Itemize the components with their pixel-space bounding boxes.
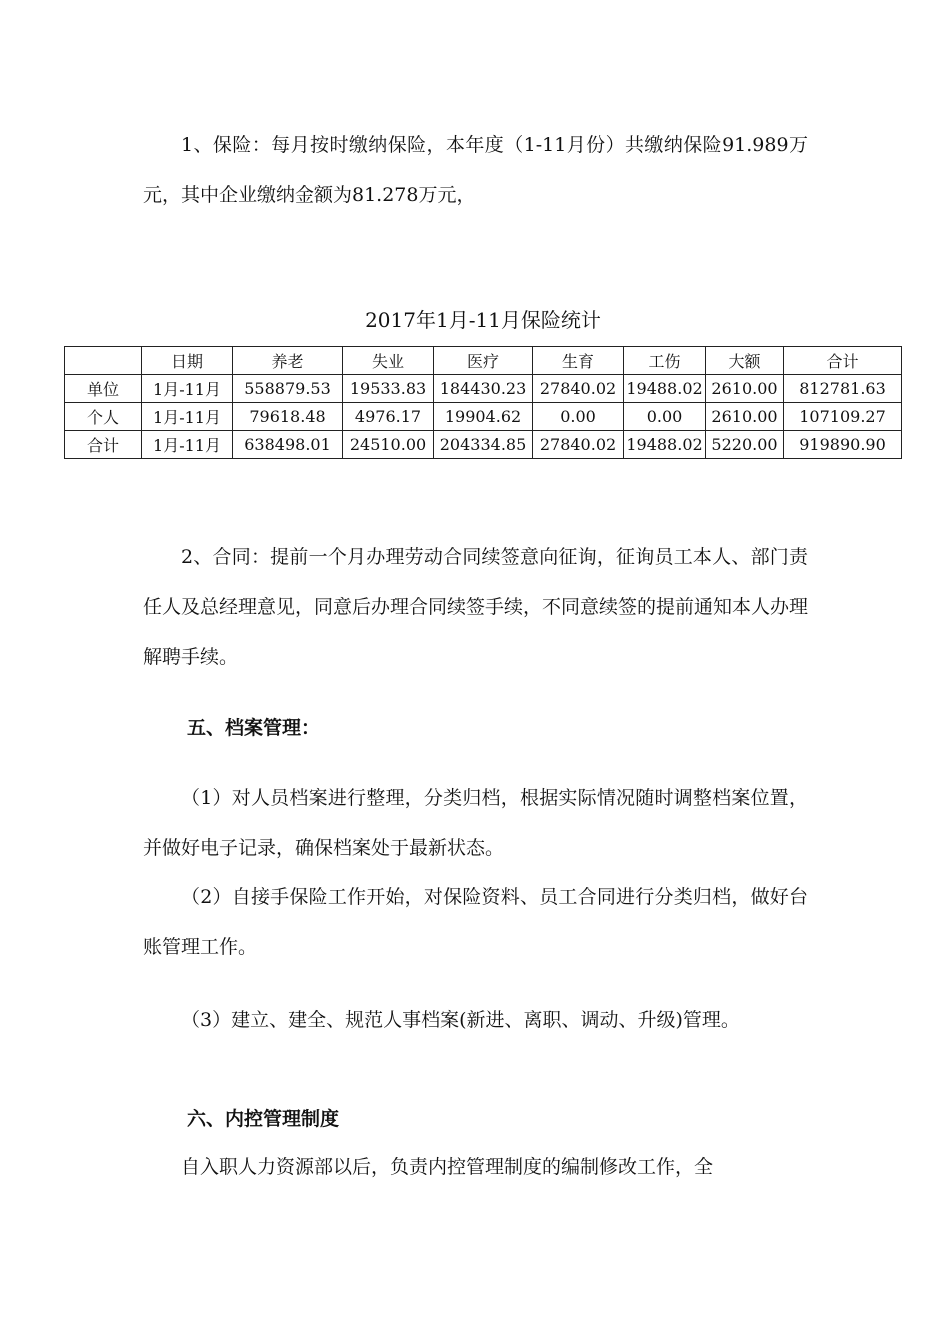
insurance-table xyxy=(64,346,902,459)
table-cell: 19533.83 xyxy=(343,375,434,403)
contract-paragraph: 2、合同：提前一个月办理劳动合同续签意向征询，征询员工本人、部门责任人及总经理意见，同意后办理合同续签手续，不同意续签的提前通知本人办理解聘手续。 xyxy=(143,546,809,668)
header-cell-large-amount: 大额 xyxy=(706,347,784,375)
header-cell-maternity: 生育 xyxy=(533,347,624,375)
table-header-row xyxy=(65,347,902,375)
table-cell: 2610.00 xyxy=(706,403,784,431)
table-cell: 184430.23 xyxy=(434,375,533,403)
table-cell: 0.00 xyxy=(533,403,624,431)
table-cell: 638498.01 xyxy=(233,431,343,459)
table-cell: 19488.02 xyxy=(624,375,706,403)
header-cell-blank xyxy=(65,347,142,375)
table-cell: 合计 xyxy=(65,431,142,459)
table-cell: 79618.48 xyxy=(233,403,343,431)
table-cell: 27840.02 xyxy=(533,431,624,459)
section-heading-internal-control: 六、内控管理制度 xyxy=(187,1108,340,1130)
table-cell: 0.00 xyxy=(624,403,706,431)
header-cell-unemployment: 失业 xyxy=(343,347,434,375)
table-cell: 558879.53 xyxy=(233,375,343,403)
table-cell: 1月-11月 xyxy=(142,431,233,459)
table-cell: 1月-11月 xyxy=(142,375,233,403)
header-cell-date: 日期 xyxy=(142,347,233,375)
header-cell-total: 合计 xyxy=(784,347,902,375)
table-cell: 24510.00 xyxy=(343,431,434,459)
archives-item-3: （3）建立、建全、规范人事档案(新进、离职、调动、升级)管理。 xyxy=(181,1009,740,1031)
table-cell: 919890.90 xyxy=(784,431,902,459)
internal-control-paragraph: 自入职人力资源部以后，负责内控管理制度的编制修改工作，全 xyxy=(181,1156,714,1178)
table-cell: 27840.02 xyxy=(533,375,624,403)
table-row xyxy=(65,375,902,403)
table-cell: 1月-11月 xyxy=(142,403,233,431)
header-cell-injury: 工伤 xyxy=(624,347,706,375)
table-cell: 19904.62 xyxy=(434,403,533,431)
table-cell: 4976.17 xyxy=(343,403,434,431)
table-cell: 19488.02 xyxy=(624,431,706,459)
table-title: 2017年1月-11月保险统计 xyxy=(365,308,601,332)
insurance-paragraph: 1、保险：每月按时缴纳保险，本年度（1-11月份）共缴纳保险91.989万元，其中企业缴纳金额为81.278万元， xyxy=(143,134,808,206)
table-cell: 204334.85 xyxy=(434,431,533,459)
table-cell: 5220.00 xyxy=(706,431,784,459)
table-cell: 2610.00 xyxy=(706,375,784,403)
section-heading-archives: 五、档案管理： xyxy=(187,717,321,739)
table-cell: 单位 xyxy=(65,375,142,403)
header-cell-pension: 养老 xyxy=(233,347,343,375)
table-cell: 107109.27 xyxy=(784,403,902,431)
archives-item-1: （1）对人员档案进行整理，分类归档，根据实际情况随时调整档案位置，并做好电子记录，确保档案处于最新状态。 xyxy=(143,787,808,859)
table-row xyxy=(65,431,902,459)
table-cell: 个人 xyxy=(65,403,142,431)
table-cell: 812781.63 xyxy=(784,375,902,403)
archives-item-2: （2）自接手保险工作开始，对保险资料、员工合同进行分类归档，做好台账管理工作。 xyxy=(143,886,808,958)
header-cell-medical: 医疗 xyxy=(434,347,533,375)
table-row xyxy=(65,403,902,431)
